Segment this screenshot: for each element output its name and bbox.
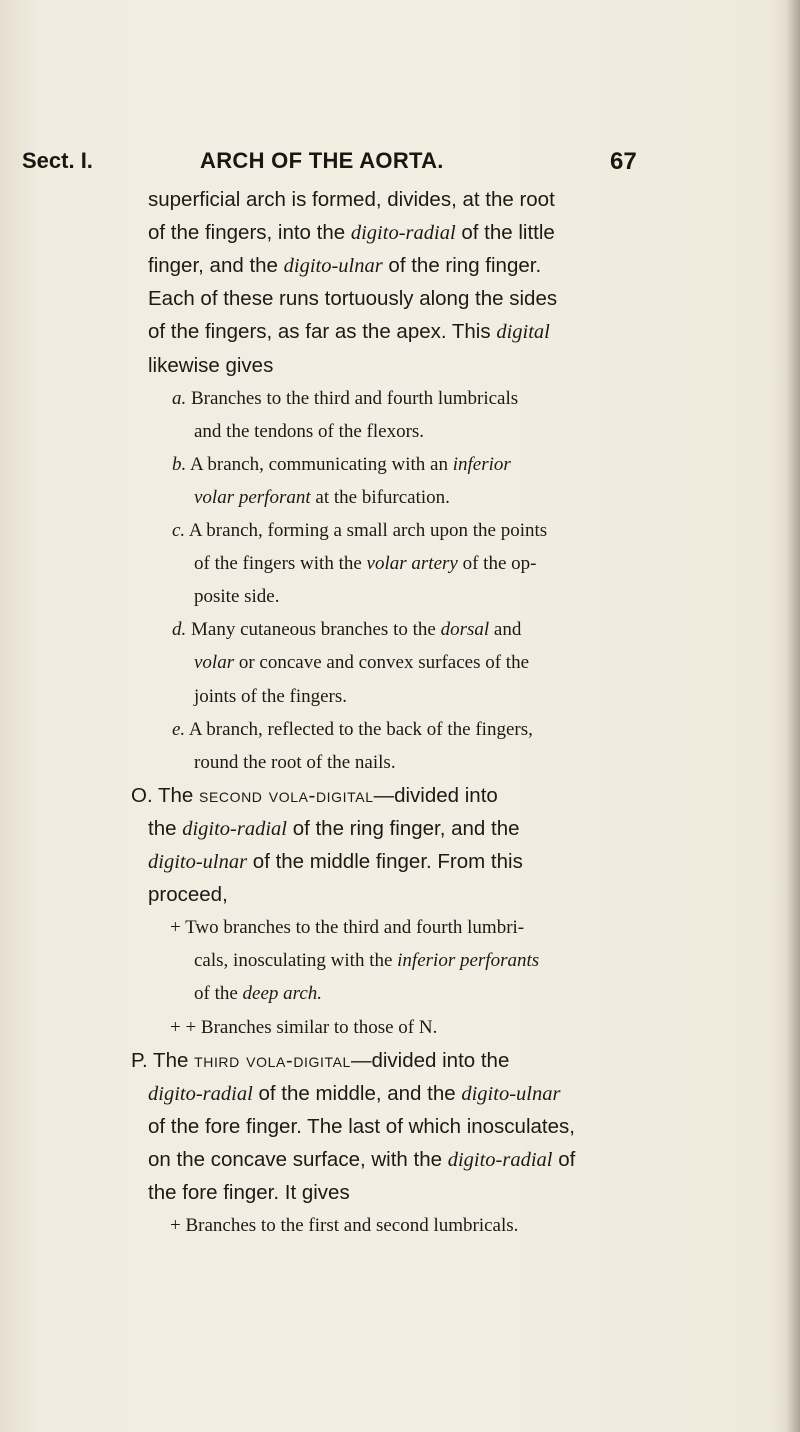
text-line bbox=[194, 580, 280, 613]
text-run: round the root of the nails. bbox=[194, 751, 396, 773]
italic-term: a. bbox=[172, 387, 187, 409]
text-line bbox=[148, 315, 550, 348]
italic-term: dorsal bbox=[440, 619, 490, 641]
text-run: of bbox=[552, 1147, 576, 1171]
text-line bbox=[172, 613, 521, 646]
text-line bbox=[194, 646, 529, 679]
text-run: cals, inosculating with the bbox=[194, 950, 398, 972]
text-line bbox=[148, 349, 273, 382]
text-run: P. The bbox=[131, 1048, 195, 1072]
text-line bbox=[172, 713, 533, 746]
text-line bbox=[194, 977, 322, 1010]
text-run: Many cutaneous branches to the bbox=[186, 619, 441, 641]
text-line bbox=[170, 1011, 437, 1044]
text-run: of the op- bbox=[457, 553, 537, 575]
text-run: the bbox=[148, 816, 183, 840]
text-line bbox=[170, 1209, 518, 1242]
text-run: of the middle finger. From this bbox=[247, 850, 523, 873]
text-line bbox=[148, 878, 228, 911]
italic-term: volar perforant bbox=[194, 486, 311, 508]
text-line bbox=[131, 1044, 509, 1077]
italic-term: volar bbox=[194, 652, 235, 674]
text-run: of the fore finger. The last of which inosculates, bbox=[148, 1114, 575, 1138]
text-line bbox=[172, 514, 547, 547]
text-run: on the concave surface, with the bbox=[148, 1147, 448, 1171]
text-run: O. The bbox=[131, 783, 199, 807]
section-label: Sect. I. bbox=[22, 148, 93, 173]
text-run: of the ring finger. bbox=[382, 254, 542, 278]
italic-term: volar artery bbox=[366, 553, 458, 575]
text-run: and bbox=[489, 619, 522, 641]
italic-term: digito-radial bbox=[447, 1148, 553, 1171]
italic-term: c. bbox=[172, 520, 186, 541]
text-run: the fore finger. It gives bbox=[148, 1181, 350, 1204]
page-edge-shadow bbox=[786, 0, 800, 1432]
text-line bbox=[194, 547, 536, 580]
text-run: of the little bbox=[455, 221, 555, 245]
text-run: of the fingers, into the bbox=[148, 221, 351, 245]
text-run: at the bifurcation. bbox=[310, 486, 450, 508]
text-run: Branches to the third and fourth lumbricals bbox=[186, 387, 519, 409]
text-line bbox=[170, 911, 524, 944]
text-run: A branch, communicating with an bbox=[186, 453, 453, 475]
text-run: of the fingers with the bbox=[194, 553, 367, 575]
small-caps-term: third vola-digital bbox=[194, 1048, 351, 1072]
text-line bbox=[172, 382, 518, 415]
text-line bbox=[131, 779, 498, 812]
italic-term: d. bbox=[172, 619, 187, 641]
text-run: of the ring finger, and the bbox=[287, 816, 520, 840]
italic-term: digito-radial bbox=[148, 1082, 253, 1105]
italic-term: deep arch. bbox=[242, 983, 323, 1005]
text-run: + Two branches to the third and fourth lumbri- bbox=[170, 917, 525, 939]
italic-term: digito-radial bbox=[182, 817, 287, 840]
text-line bbox=[172, 448, 511, 481]
text-run: likewise gives bbox=[148, 353, 274, 377]
italic-term: digital bbox=[496, 321, 550, 344]
text-run: of the fingers, as far as the apex. This bbox=[148, 320, 497, 344]
text-line bbox=[148, 1110, 575, 1143]
running-header bbox=[0, 148, 800, 182]
text-run: A branch, forming a small arch upon the points bbox=[185, 520, 548, 541]
page-number: 67 bbox=[610, 148, 637, 175]
text-run: Each of these runs tortuously along the sides bbox=[148, 287, 558, 311]
text-run: + + Branches similar to those of N. bbox=[170, 1016, 438, 1038]
italic-term: b. bbox=[172, 453, 187, 475]
text-line bbox=[148, 282, 557, 315]
running-title: ARCH OF THE AORTA. bbox=[200, 148, 444, 173]
italic-term: digito-radial bbox=[350, 222, 456, 245]
italic-term: digito-ulnar bbox=[148, 851, 248, 873]
text-line bbox=[148, 249, 541, 282]
text-run: superficial arch is formed, divides, at the root bbox=[148, 188, 555, 211]
text-run: A branch, reflected to the back of the fingers, bbox=[185, 718, 533, 740]
text-run: —divided into bbox=[373, 783, 498, 807]
text-line bbox=[194, 415, 424, 448]
text-run: finger, and the bbox=[148, 254, 284, 278]
italic-term: inferior perforants bbox=[397, 950, 540, 972]
text-run: + Branches to the first and second lumbricals. bbox=[170, 1215, 519, 1237]
text-line bbox=[148, 216, 555, 249]
text-line bbox=[194, 746, 396, 779]
text-run: of the middle, and the bbox=[252, 1081, 462, 1105]
text-line bbox=[148, 1143, 575, 1176]
text-line bbox=[194, 481, 450, 514]
text-run: of the bbox=[194, 983, 243, 1005]
small-caps-term: second vola-digital bbox=[199, 783, 374, 807]
text-line bbox=[148, 812, 520, 845]
text-run: posite side. bbox=[194, 586, 280, 608]
italic-term: inferior bbox=[452, 453, 511, 475]
italic-term: digito-ulnar bbox=[283, 255, 383, 278]
text-line bbox=[194, 944, 539, 977]
text-run: or concave and convex surfaces of the bbox=[234, 652, 529, 674]
text-line bbox=[148, 183, 555, 216]
italic-term: e. bbox=[172, 718, 186, 740]
text-run: joints of the fingers. bbox=[194, 685, 348, 707]
text-run: proceed, bbox=[148, 883, 228, 907]
text-line bbox=[148, 1176, 350, 1209]
italic-term: digito-ulnar bbox=[461, 1082, 561, 1105]
text-line bbox=[148, 845, 523, 878]
text-line bbox=[148, 1077, 560, 1110]
text-run: —divided into the bbox=[350, 1048, 510, 1072]
text-run: and the tendons of the flexors. bbox=[194, 420, 425, 442]
text-line bbox=[194, 680, 347, 713]
